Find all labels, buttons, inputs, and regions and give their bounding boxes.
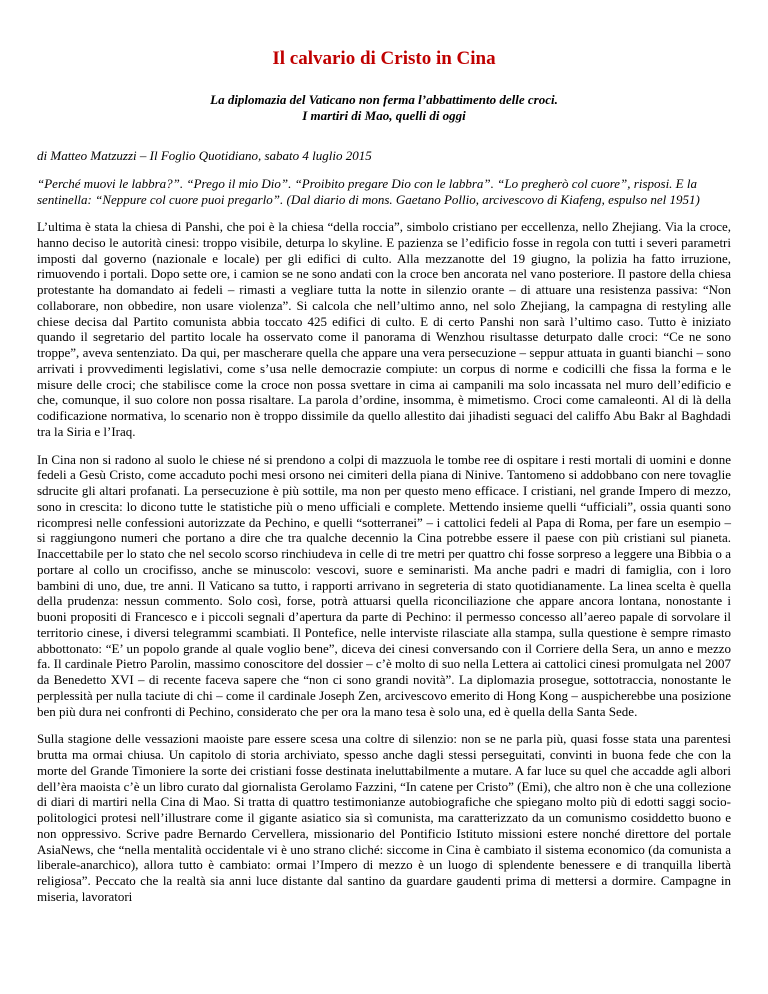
article-title: Il calvario di Cristo in Cina xyxy=(272,48,496,69)
article-subtitle xyxy=(37,92,731,124)
byline: di Matteo Matzuzzi – Il Foglio Quotidiano, sabato 4 luglio 2015 xyxy=(37,148,372,163)
subtitle-line-1: La diplomazia del Vaticano non ferma l’abbattimento delle croci. xyxy=(210,92,558,107)
subtitle-line-2: I martiri di Mao, quelli di oggi xyxy=(302,108,466,123)
paragraph-3: Sulla stagione delle vessazioni maoiste pare essere scesa una coltre di silenzio: non se ne parla più, quasi fosse stata una parentesi brutta ma ormai chiusa. Un capitolo di storia archiviato, spesso anche dagli stessi perseguitati, convinti in buona fede che con la morte del Grande Timoniere la sorte dei cristiani fosse destinata ineluttabilmente a mutare. A far luce su quel che accadde agli albori dell’èra maoista c’è un libro curato dal giornalista Gerolamo Fazzini, “In catene per Cristo” (Emi), che altro non è che una collezione di diari di martiri nella Cina di Mao. Si tratta di quattro testimonianze autobiografiche che spiegano molto più di edotti saggi socio-politologici protesi nell’illustrare come il gigante asiatico sia sì comunista, ma caratterizzato da un comunismo cosiddetto buono e non oppressivo. Scrive padre Bernardo Cervellera, missionario del Pontificio Istituto missioni estere nonché direttore del portale AsiaNews, che “nella mentalità occidentale vi è uno strano cliché: siccome in Cina è cambiato il sistema economico (da comunista a liberale-anarchico), allora tutto è cambiato: ormai l’Impero di mezzo è un luogo di splendente benessere e di tranquilla libertà religiosa”. Peccato che la realtà sia anni luce distante dal santino da guardare gaudenti prima di mettersi a dormire. Campagne in miseria, lavoratori xyxy=(37,731,731,904)
paragraph-2: In Cina non si radono al suolo le chiese né si prendono a colpi di mazzuola le tombe ree di ospitare i resti mortali di uomini e donne fedeli a Gesù Cristo, come accaduto pochi mesi orsono nei cimiteri della piana di Ninive. Tantomeno si addobbano con nere tovaglie sdrucite gli altari profanati. La persecuzione è più sottile, ma non per questo meno efficace. I cristiani, nel grande Impero di mezzo, sono in crescita: lo dicono tutte le statistiche più o meno ufficiali e complete. Mettendo insieme quelli “ufficiali”, ossia quanti sono ricompresi nelle confessioni autorizzate da Pechino, e quelli “sotterranei” – i cattolici fedeli al Papa di Roma, per fare un esempio – si raggiungono numeri che portano a dire che tra qualche decennio la Cina potrebbe essere il paese con più cristiani sul pianeta. Inaccettabile per lo stato che nel secolo scorso rinchiudeva in celle di tre metri per quattro chi fosse sorpreso a leggere una Bibbia o a portare al collo un crocifisso, anche se minuscolo: vescovi, suore e seminaristi. Ma anche padri e madri di famiglia, con i loro bambini di uno, due, tre anni. Il Vaticano sa tutto, i rapporti arrivano in segreteria di stato quotidianamente. La linea scelta è quella della prudenza: nessun commento. Solo così, forse, potrà attuarsi quella riconciliazione che appare ancora lontana, nonostante i buoni propositi di Francesco e i piccoli segnali d’apertura da parte di Pechino: il permesso concesso all’aereo papale di sorvolare il territorio cinese, i diversi telegrammi scambiati. Il Pontefice, nelle interviste rilasciate alla stampa, sulla questione è sempre rimasto abbottonato: “E’ un popolo grande al quale voglio bene”, diceva dei cinesi conversando con il Corriere della Sera, un anno e mezzo fa. Il cardinale Pietro Parolin, massimo conoscitore del dossier – c’è molto di suo nella Lettera ai cattolici cinesi promulgata nel 2007 da Benedetto XVI – di recente faceva sapere che “non ci sono grandi novità”. La diplomazia prosegue, sottotraccia, nonostante le perplessità per nulla taciute di chi – come il cardinale Joseph Zen, arcivescovo emerito di Hong Kong – auspicherebbe una posizione ben più dura nei confronti di Pechino, considerato che per ora la mano tesa è solo una, ed è quella della Santa Sede. xyxy=(37,451,731,719)
paragraph-1: L’ultima è stata la chiesa di Panshi, che poi è la chiesa “della roccia”, simbolo cristiano per eccellenza, nello Zhejiang. Via la croce, hanno deciso le autorità cinesi: troppo visibile, deturpa lo skyline. E pazienza se l’edificio fosse in regola con tutti i severi parametri imposti dal governo (nazionale e locale) per gli edifici di culto. Alla mezzanotte del 19 giugno, la polizia ha fatto irruzione, rimuovendo i portali. Dopo sette ore, i camion se ne sono andati con la croce ben ancorata nel vano posteriore. Il pastore della chiesa protestante ha domandato ai fedeli – rimasti a vegliare tutta la notte in silenzio orante – di attuare una resistenza passiva: “Non collaborare, non obbedire, non usare violenza”. Si calcola che nell’ultimo anno, nel solo Zhejiang, la campagna di restyling alle chiese decisa dal Partito comunista abbia toccato 425 edifici di culto. E di certo Panshi non sarà l’ultimo caso. Tutto è iniziato quando il segretario del partito locale ha osservato come il panorama di Wenzhou risultasse deturpato dalle croci: “Ce ne sono troppe”, aveva sentenziato. Da qui, per mascherare quella che appare una vera persecuzione – seppur attuata in guanti bianchi – sono arrivati i provvedimenti legislativi, come s’usa nelle democrazie compiute: un corpus di norme e codicilli che fissa la forma e le misure delle croci; che stabilisce come la croce non possa svettare in cima ai campanili ma solo incassata nel muro dell’edificio e che, comunque, il suo colore non possa risaltare. La parola d’ordine, insomma, è mimetismo. Croci come camaleonti. Al di là della codificazione normativa, lo scenario non è troppo dissimile da quello allestito dai jihadisti seguaci del califfo Abu Bakr al Baghdadi tra la Siria e l’Iraq. xyxy=(37,219,731,439)
epigraph-quote: “Perché muovi le labbra?”. “Prego il mio Dio”. “Proibito pregare Dio con le labbra”. “Lo pregherò col cuore”, risposi. E la sentinella: “Neppure col cuore puoi pregarlo”. (Dal diario di mons. Gaetano Pollio, arcivescovo di Kiafeng, espulso nel 1951) xyxy=(37,176,700,207)
